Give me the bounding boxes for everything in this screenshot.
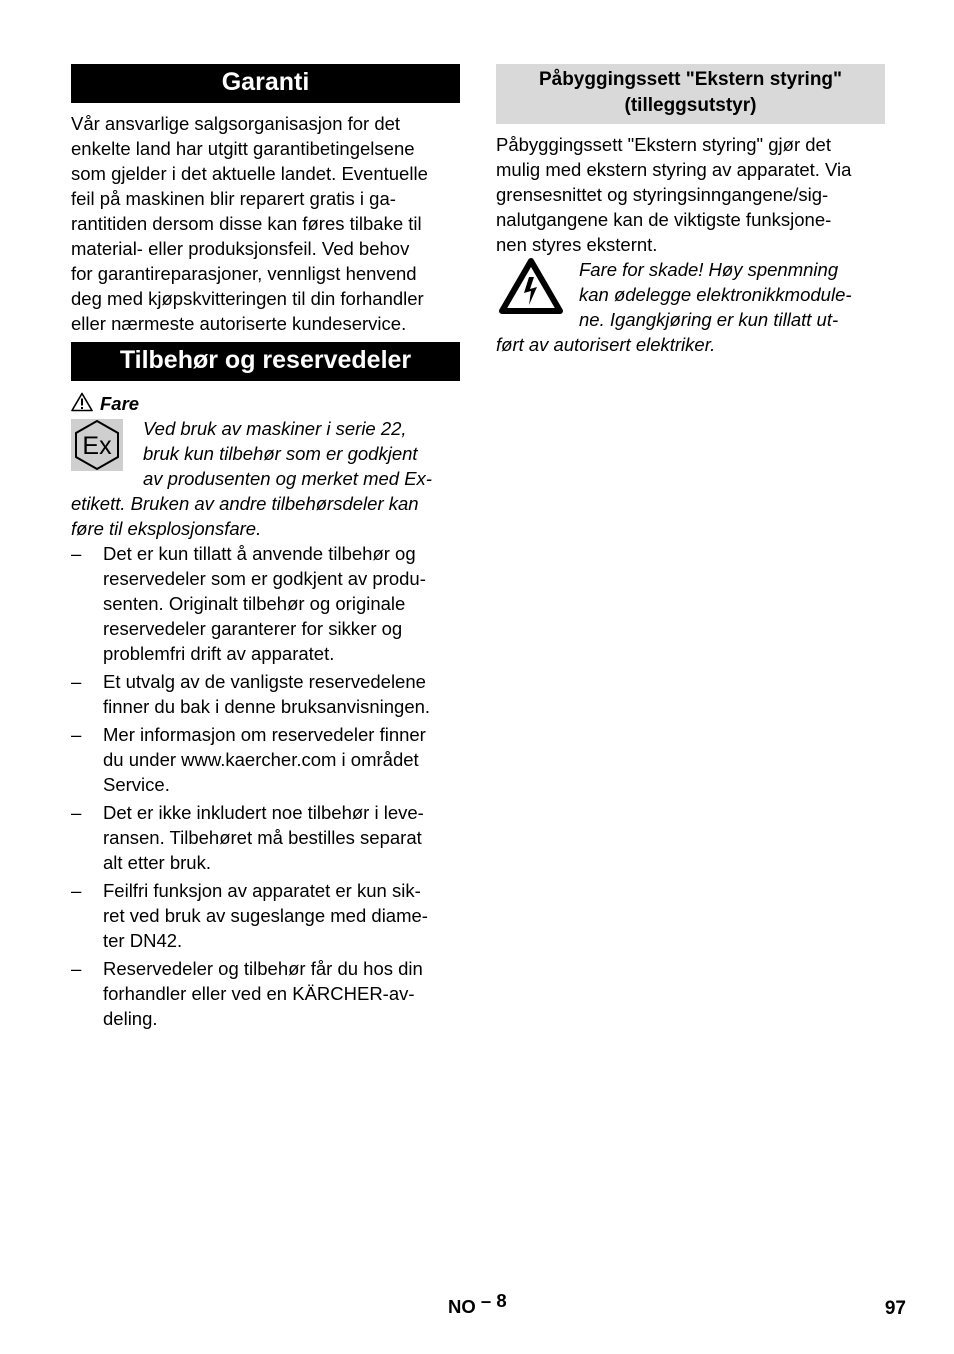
text-line: bruk kun tilbehør som er godkjent <box>143 443 418 464</box>
section-heading-tilbehor: Tilbehør og reservedeler <box>71 342 460 381</box>
text-line: nalutgangene kan de viktigste funksjone- <box>496 209 832 230</box>
accessories-list <box>71 541 460 1031</box>
high-voltage-warning-icon <box>498 257 564 315</box>
text-line: enkelte land har utgitt garantibetingelsene <box>71 138 415 159</box>
section-heading-garanti: Garanti <box>71 64 460 103</box>
list-item: – Det er kun tillatt å anvende tilbehør og reservedeler som er godkjent av produ- senten. Originalt tilbehør og originale reservedeler garanterer for sikker og problemfri drift av apparatet. <box>71 543 426 664</box>
text-line: mulig med ekstern styring av apparatet. Via <box>496 159 852 180</box>
text-line: rantitiden dersom disse kan føres tilbake til <box>71 213 422 234</box>
dash-bullet: – <box>71 543 82 564</box>
right-column <box>496 64 885 357</box>
ex-warning-text <box>71 416 460 541</box>
footer-separator: – <box>480 1290 492 1311</box>
text-line: for garantireparasjoner, vennligst henvend <box>71 263 417 284</box>
text-line: eller nærmeste autoriserte kundeservice. <box>71 313 407 334</box>
list-item: – Det er ikke inkludert noe tilbehør i leve- ransen. Tilbehøret må bestilles separat alt etter bruk. <box>71 802 424 873</box>
svg-text:Ex: Ex <box>82 432 112 460</box>
text-line: nen styres eksternt. <box>496 234 658 255</box>
voltage-warning-block <box>496 257 885 357</box>
list-item: – Mer informasjon om reservedeler finner du under www.kaercher.com i området Service. <box>71 724 426 795</box>
text-line: deg med kjøpskvitteringen til din forhandler <box>71 288 424 309</box>
footer-section-page: 8 <box>496 1290 507 1311</box>
ex-explosion-protection-icon <box>71 419 123 471</box>
text-line: Påbyggingssett "Ekstern styring" gjør det <box>496 134 831 155</box>
text-line: føre til eksplosjonsfare. <box>71 518 262 539</box>
text-line: etikett. Bruken av andre tilbehørsdeler kan <box>71 493 419 514</box>
section-heading-ekstern-styring <box>496 64 885 124</box>
text-line: som gjelder i det aktuelle landet. Eventuelle <box>71 163 428 184</box>
text-line: grensesnittet og styringsinngangene/sig- <box>496 184 829 205</box>
ekstern-styring-paragraph <box>496 132 885 257</box>
ex-warning-block <box>71 416 460 541</box>
text-line: ført av autorisert elektriker. <box>496 334 716 355</box>
dash-bullet: – <box>71 802 82 823</box>
page-number: 97 <box>884 1298 906 1319</box>
list-item: – Feilfri funksjon av apparatet er kun sik- ret ved bruk av sugeslange med diame- ter DN42. <box>71 880 428 951</box>
text-line: kan ødelegge elektronikkmodule- <box>579 284 852 305</box>
dash-bullet: – <box>71 880 82 901</box>
dash-bullet: – <box>71 671 82 692</box>
text-line: Vår ansvarlige salgsorganisasjon for det <box>71 113 401 134</box>
dash-bullet: – <box>71 958 82 979</box>
heading-line: (tilleggsutstyr) <box>624 95 757 116</box>
heading-line: Påbyggingssett "Ekstern styring" <box>538 69 843 90</box>
list-item: – Reservedeler og tilbehør får du hos din forhandler eller ved en KÄRCHER-av- deling. <box>71 958 423 1029</box>
dash-bullet: – <box>71 724 82 745</box>
text-line: material- eller produksjonsfeil. Ved behov <box>71 238 410 259</box>
danger-label-text: Fare <box>100 393 140 414</box>
text-line: Ved bruk av maskiner i serie 22, <box>143 418 407 439</box>
text-line: Fare for skade! Høy spenmning <box>579 259 839 280</box>
footer-section-indicator <box>448 1290 507 1318</box>
text-line: av produsenten og merket med Ex- <box>143 468 432 489</box>
text-line: ne. Igangkjøring er kun tillatt ut- <box>579 309 839 330</box>
warning-triangle-icon <box>71 392 93 412</box>
left-column <box>71 64 460 1031</box>
garanti-paragraph <box>71 111 460 336</box>
list-item: – Et utvalg av de vanligste reservedelene finner du bak i denne bruksanvisningen. <box>71 671 431 717</box>
danger-label <box>71 391 460 416</box>
footer-language: NO <box>448 1296 476 1317</box>
text-line: feil på maskinen blir reparert gratis i ga- <box>71 188 396 209</box>
